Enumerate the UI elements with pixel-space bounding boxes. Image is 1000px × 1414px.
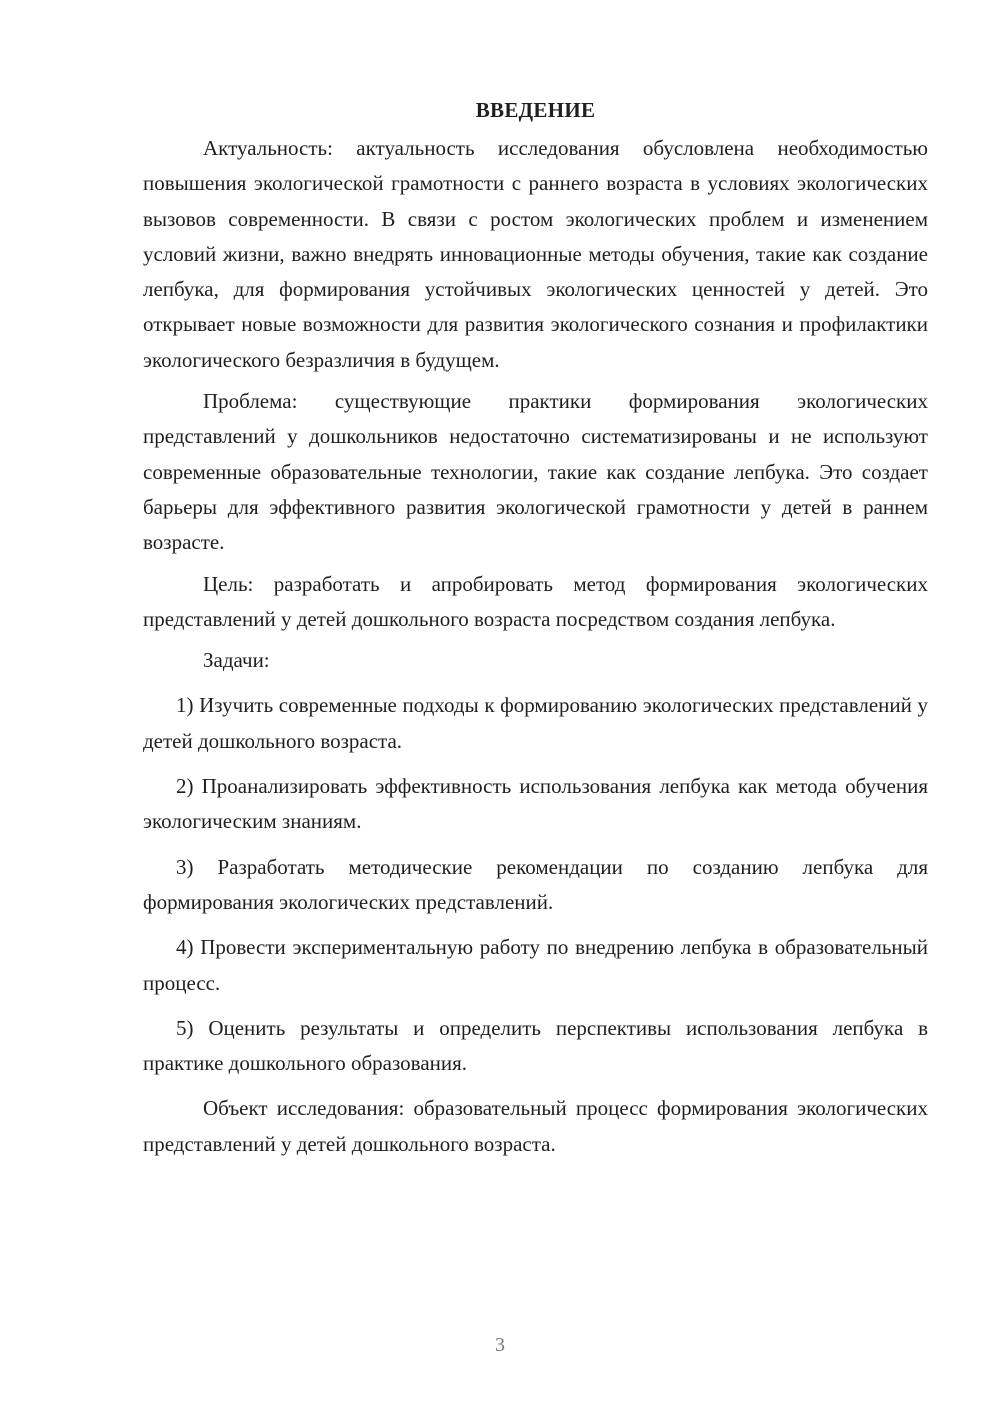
task-item-4: 4) Провести экспериментальную работу по внедрению лепбука в образовательный процесс. bbox=[143, 935, 928, 995]
section-title: ВВЕДЕНИЕ bbox=[475, 98, 596, 122]
page-content bbox=[143, 93, 928, 1168]
tasks-heading: Задачи: bbox=[203, 648, 270, 673]
paragraph-object: Объект исследования: образовательный процесс формирования экологических представлений у детей дошкольного возраста. bbox=[143, 1096, 928, 1156]
task-item-5: 5) Оценить результаты и определить перспективы использования лепбука в практике дошкольного образования. bbox=[143, 1015, 928, 1076]
task-item-1: 1) Изучить современные подходы к формированию экологических представлений у детей дошкольного возраста. bbox=[143, 693, 928, 753]
page-number: 3 bbox=[495, 1334, 505, 1356]
task-item-2: 2) Проанализировать эффективность использования лепбука как метода обучения экологическим знаниям. bbox=[143, 774, 928, 834]
paragraph-goal: Цель: разработать и апробировать метод формирования экологических представлений у детей дошкольного возраста посредством создания лепбука. bbox=[143, 571, 928, 631]
paragraph-problem: Проблема: существующие практики формирования экологических представлений у дошкольников недостаточно систематизированы и не используют современные образовательные технологии, такие как создание лепбука. Это создает барьеры для эффективного развития экологической грамотности у детей в раннем возрасте. bbox=[143, 389, 928, 555]
task-item-3: 3) Разработать методические рекомендации по созданию лепбука для формирования экологических представлений. bbox=[143, 854, 928, 914]
paragraph-relevance: Актуальность: актуальность исследования обусловлена необходимостью повышения экологической грамотности с раннего возраста в условиях экологических вызовов современности. В связи с ростом экологических проблем и изменением условий жизни, важно внедрять инновационные методы обучения, такие как создание лепбука, для формирования устойчивых экологических ценностей у детей. Это открывает новые возможности для развития экологического сознания и профилактики экологического безразличия в будущем. bbox=[143, 136, 928, 372]
